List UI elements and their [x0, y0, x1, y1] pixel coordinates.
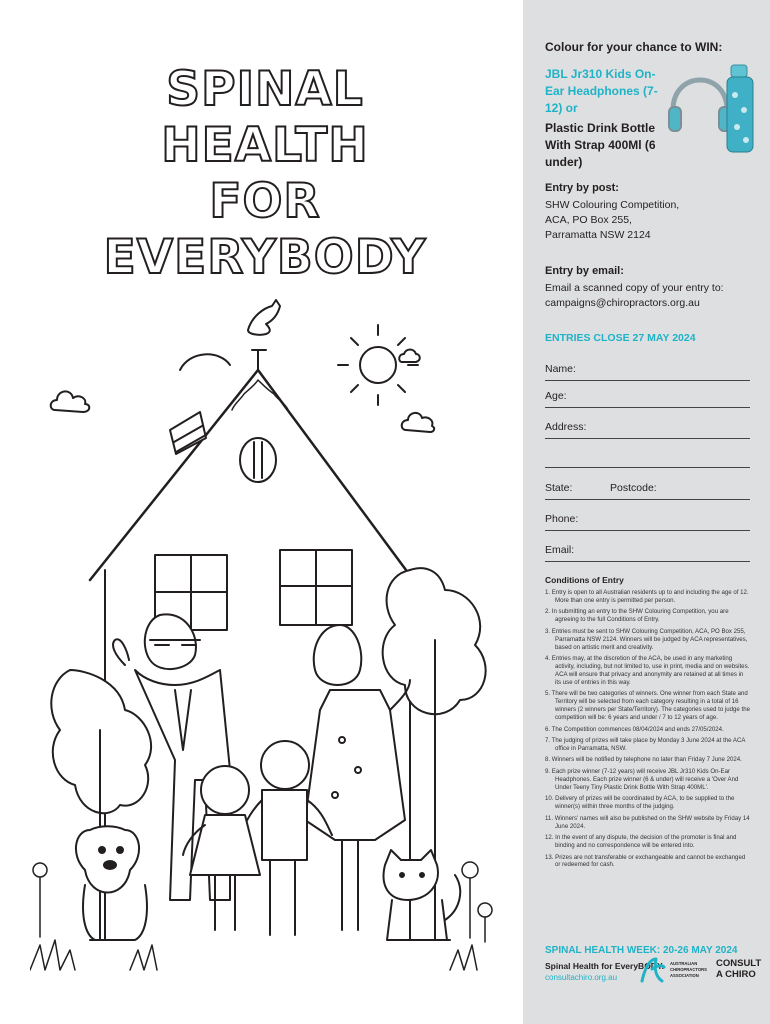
chimney: [170, 412, 206, 454]
condition-item: 11. Winners' names will also be published on the SHW website by Friday 14 June 2024.: [545, 814, 750, 830]
address-field[interactable]: [545, 421, 750, 439]
condition-item: 12. In the event of any dispute, the decision of the promoter is final and binding and no correspondence will be entered into.: [545, 834, 737, 849]
cloud-left: [51, 391, 90, 412]
condition-item: 5. There will be two categories of winners. One winner from each State and Territory will be selected from each category resulting in a total of 16 winners (2 winners per State/Territory). The categories used to judge the competition will be: 6 years and under / 7 to 12 years of age.: [545, 690, 750, 722]
postcode-label: Postcode:: [610, 482, 657, 494]
rooster-weathervane: [180, 300, 280, 370]
title-line-1: SPINAL HEALTH: [161, 62, 369, 173]
aca-logo-line3: ASSOCIATION: [670, 973, 699, 978]
win-heading: Colour for your chance to WIN:: [545, 40, 723, 54]
consult-a-chiro-logo: [716, 958, 761, 980]
condition-item: 3. Entries must be sent to SHW Colouring Competition, ACA, PO Box 255, Parramatta NSW 2124. Winners will be judged by ACA representatives, based on artistic merit and creativity.: [545, 627, 748, 651]
headphones-icon: [669, 80, 731, 131]
entry-post-block: [545, 182, 755, 243]
phone-label: Phone:: [545, 513, 579, 525]
condition-item: 2. In submitting an entry to the SHW Colouring Competition, you are agreeing to the full Conditions of Entry.: [545, 608, 729, 624]
attic-window: [240, 438, 276, 482]
sun-illustration: [338, 325, 418, 405]
condition-item: 10. Delivery of prizes will be coordinated by ACA, to be supplied to the winner(s) within three months of the judging.: [545, 795, 735, 811]
prize-images: [667, 55, 762, 165]
entry-post-line3: Parramatta NSW 2124: [545, 229, 651, 241]
conditions-title: Conditions of Entry: [545, 575, 624, 585]
name-field[interactable]: [545, 363, 750, 381]
entries-close-notice: ENTRIES CLOSE 27 MAY 2024: [545, 332, 696, 344]
condition-item: 1. Entry is open to all Australian residents up to and including the age of 12. More than one entry is permitted per person.: [545, 589, 749, 604]
entry-post-line2: ACA, PO Box 255,: [545, 214, 632, 226]
tree-left: [51, 670, 151, 813]
entry-email-label: Entry by email:: [545, 265, 624, 277]
age-field[interactable]: [545, 390, 750, 408]
spinal-health-week: SPINAL HEALTH WEEK: 20-26 MAY 2024: [545, 945, 738, 956]
title-line-2: FOR EVERYBODY: [103, 174, 427, 285]
state-label: State:: [545, 482, 573, 494]
aca-logo-line2: CHIROPRACTORS: [670, 967, 707, 972]
conditions-list: [545, 589, 750, 873]
email-field[interactable]: [545, 544, 750, 562]
condition-item: 7. The judging of prizes will take place by Monday 3 June 2024 at the ACA office in Parramatta, NSW.: [545, 737, 746, 752]
cat-figure: [384, 850, 461, 940]
family-house-illustration: [30, 270, 500, 990]
aca-logo: [640, 955, 712, 985]
state-postcode-field[interactable]: [545, 482, 750, 500]
cloud-right-top: [399, 350, 420, 363]
condition-item: 8. Winners will be notified by telephone no later than Friday 7 June 2024.: [545, 756, 742, 764]
name-label: Name:: [545, 363, 576, 375]
cloud-right: [402, 413, 434, 432]
window-right: [280, 550, 352, 625]
condition-item: 9. Each prize winner (7-12 years) will receive JBL Jr310 Kids On-Ear Headphones. Each prize winner (6 & under) will receive a 'Over And Under Teeny Tiny Plastic Drink Bottle With Strap 400ML'.: [545, 767, 739, 791]
address-label: Address:: [545, 421, 587, 433]
footer-url[interactable]: consultachiro.org.au: [545, 973, 618, 982]
condition-item: 6. The Competition commences 08/04/2024 and ends 27/05/2024.: [545, 725, 724, 733]
address-field-line2[interactable]: [545, 450, 750, 468]
footer-tagline: Spinal Health for EveryBODY.: [545, 961, 665, 971]
prize-headphones-text: JBL Jr310 Kids On-Ear Headphones (7-12) or: [545, 67, 658, 115]
condition-item: 4. Entries may, at the discretion of the ACA, be used in any marketing activity, including, but not limited to, use in print, media and on websites. ACA will ensure that privacy and anonymity are retained at all times in its use of entries in this way.: [545, 655, 750, 686]
consult-logo-line1: CONSULT: [716, 958, 762, 969]
prize-bottle-text: Plastic Drink Bottle With Strap 400Ml (6 under): [545, 121, 656, 169]
email-label: Email:: [545, 544, 575, 556]
entry-email-address: campaigns@chiropractors.org.au: [545, 297, 700, 309]
aca-logo-line1: AUSTRALIAN: [670, 961, 698, 966]
page-title: [100, 62, 430, 286]
phone-field[interactable]: [545, 513, 750, 531]
drink-bottle-icon: [727, 65, 753, 152]
entry-post-line1: SHW Colouring Competition,: [545, 199, 680, 211]
consult-logo-line2: A CHIRO: [716, 969, 756, 980]
aca-logo-mark: [642, 959, 664, 981]
entry-email-line1: Email a scanned copy of your entry to:: [545, 282, 724, 294]
condition-item: 13. Prizes are not transferable or exchangeable and cannot be exchanged or redeemed for cash.: [545, 853, 746, 869]
age-label: Age:: [545, 390, 567, 402]
entry-email-block: [545, 265, 755, 311]
dog-figure: [76, 826, 147, 940]
entry-post-label: Entry by post:: [545, 182, 619, 194]
